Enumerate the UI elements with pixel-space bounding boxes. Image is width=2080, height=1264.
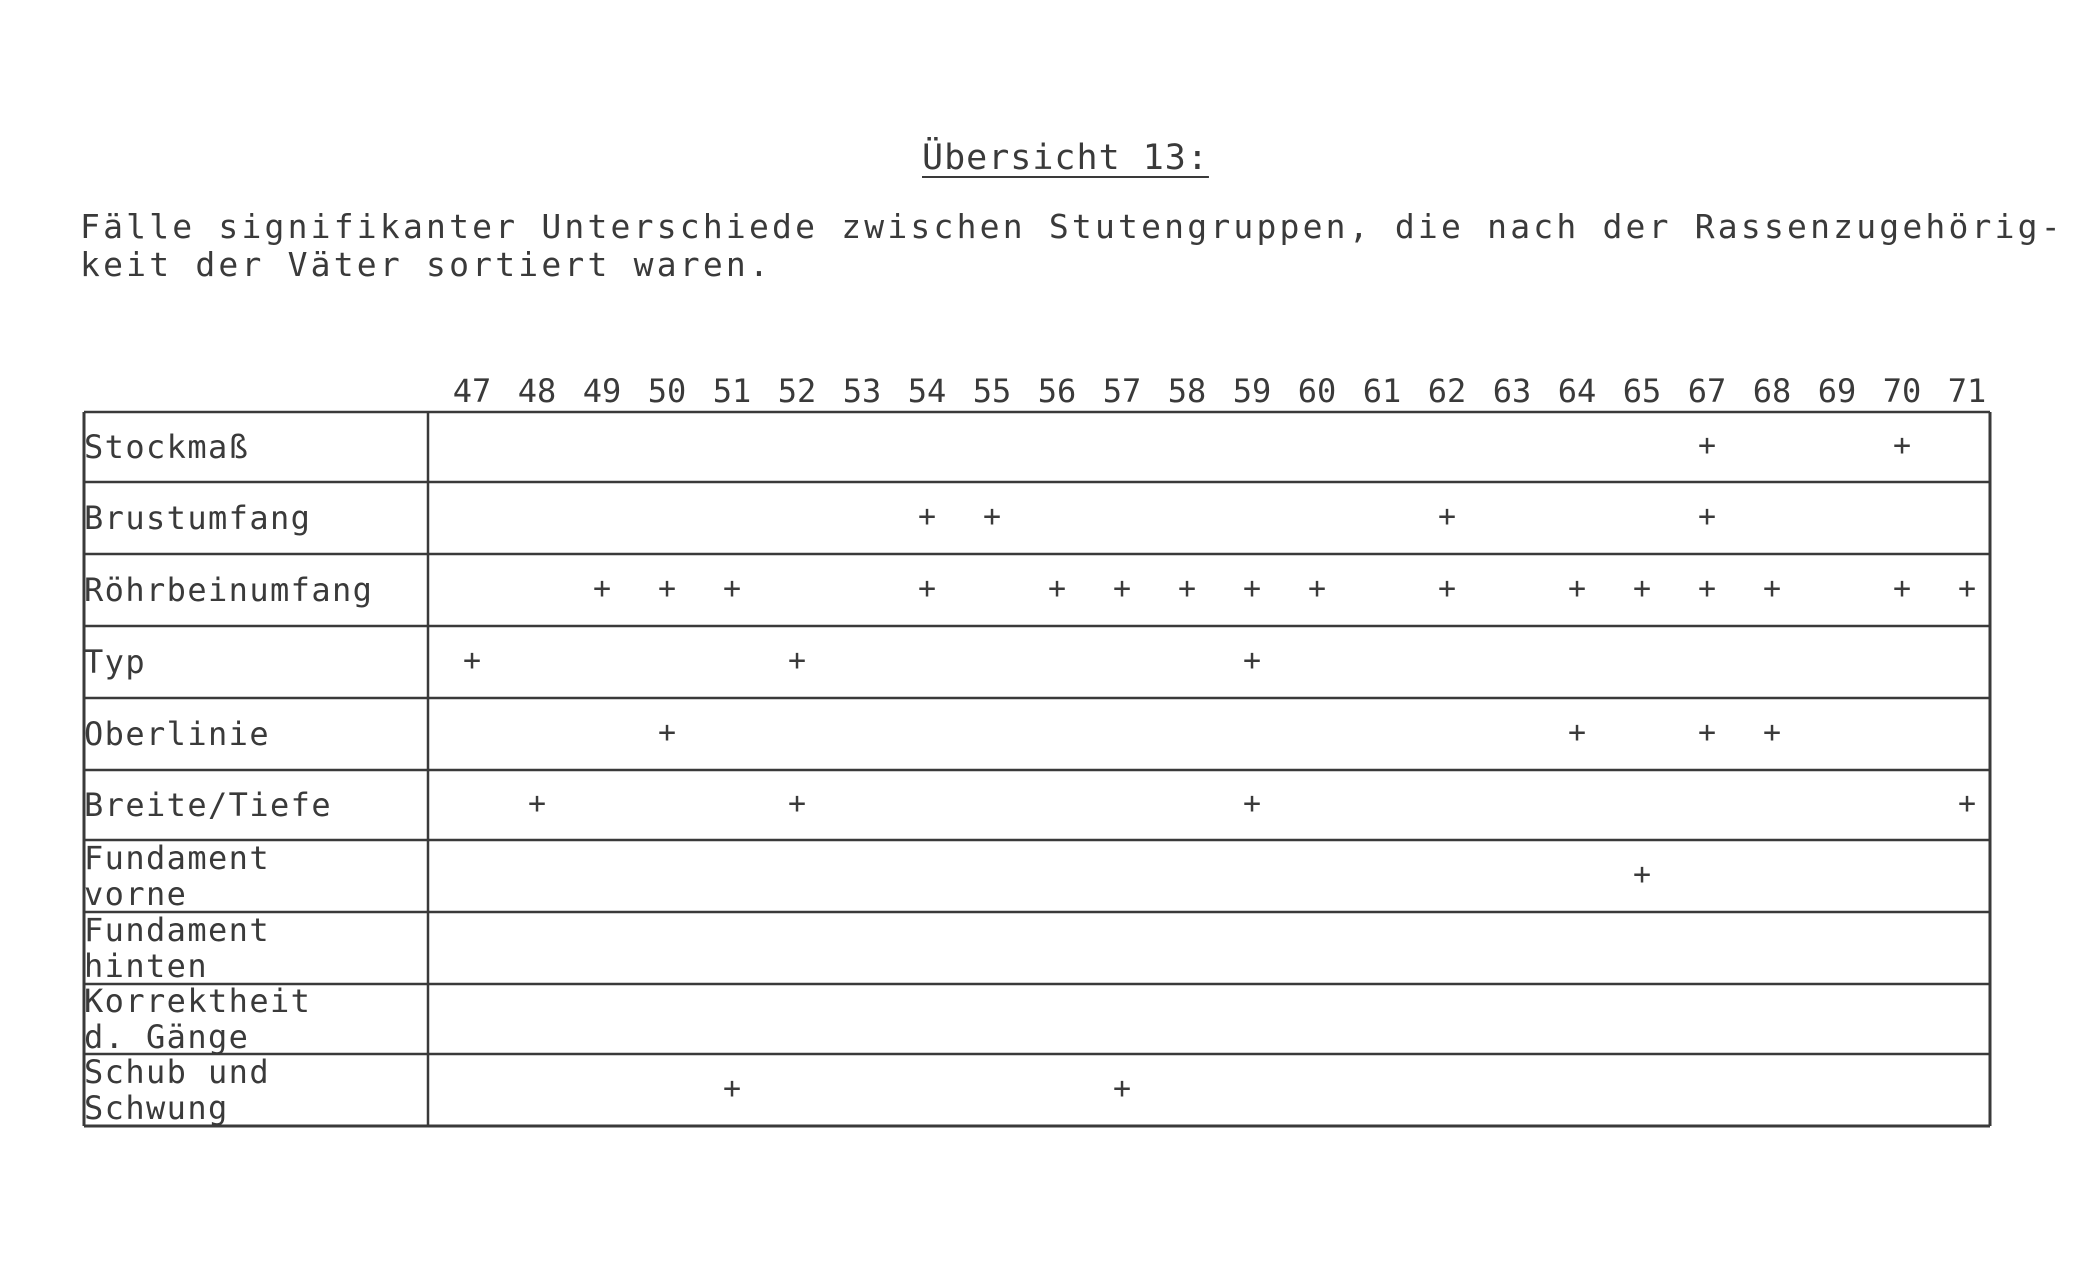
significance-mark-68: + xyxy=(1762,571,1782,606)
significance-mark-56: + xyxy=(1047,571,1067,606)
row-label: Oberlinie xyxy=(84,715,270,753)
significance-mark-54: + xyxy=(917,499,937,534)
row-label: Breite/Tiefe xyxy=(84,786,332,824)
caption-line: keit der Väter sortiert waren. xyxy=(80,245,773,284)
significance-mark-57: + xyxy=(1112,571,1132,606)
row-label: Fundament vorne xyxy=(84,839,270,913)
column-header-65: 65 xyxy=(1622,372,1662,410)
significance-mark-58: + xyxy=(1177,571,1197,606)
column-header-56: 56 xyxy=(1037,372,1077,410)
column-header-50: 50 xyxy=(647,372,687,410)
column-header-51: 51 xyxy=(712,372,752,410)
significance-mark-47: + xyxy=(462,643,482,678)
row-label: Röhrbeinumfang xyxy=(84,571,374,609)
significance-mark-51: + xyxy=(722,1071,742,1106)
significance-mark-57: + xyxy=(1112,1071,1132,1106)
column-header-52: 52 xyxy=(777,372,817,410)
significance-mark-50: + xyxy=(657,715,677,750)
column-header-55: 55 xyxy=(972,372,1012,410)
column-header-69: 69 xyxy=(1817,372,1857,410)
column-header-64: 64 xyxy=(1557,372,1597,410)
row-label: Korrektheit d. Gänge xyxy=(84,982,312,1056)
significance-mark-67: + xyxy=(1697,499,1717,534)
significance-mark-59: + xyxy=(1242,786,1262,821)
row-label: Typ xyxy=(84,643,146,681)
significance-mark-70: + xyxy=(1892,428,1912,463)
column-header-57: 57 xyxy=(1102,372,1142,410)
significance-mark-64: + xyxy=(1567,715,1587,750)
column-header-67: 67 xyxy=(1687,372,1727,410)
column-header-48: 48 xyxy=(517,372,557,410)
column-header-58: 58 xyxy=(1167,372,1207,410)
significance-mark-65: + xyxy=(1632,571,1652,606)
column-header-70: 70 xyxy=(1882,372,1922,410)
row-label: Fundament hinten xyxy=(84,911,270,985)
column-header-54: 54 xyxy=(907,372,947,410)
column-header-71: 71 xyxy=(1947,372,1987,410)
document-title: Übersicht 13: xyxy=(922,138,1209,178)
row-label: Schub und Schwung xyxy=(84,1053,270,1127)
significance-mark-52: + xyxy=(787,643,807,678)
significance-mark-67: + xyxy=(1697,571,1717,606)
column-header-63: 63 xyxy=(1492,372,1532,410)
significance-mark-60: + xyxy=(1307,571,1327,606)
significance-mark-59: + xyxy=(1242,571,1262,606)
column-header-53: 53 xyxy=(842,372,882,410)
significance-mark-71: + xyxy=(1957,786,1977,821)
column-header-49: 49 xyxy=(582,372,622,410)
column-header-61: 61 xyxy=(1362,372,1402,410)
significance-mark-65: + xyxy=(1632,857,1652,892)
significance-mark-50: + xyxy=(657,571,677,606)
column-header-62: 62 xyxy=(1427,372,1467,410)
column-header-47: 47 xyxy=(452,372,492,410)
significance-mark-52: + xyxy=(787,786,807,821)
significance-mark-67: + xyxy=(1697,428,1717,463)
significance-mark-70: + xyxy=(1892,571,1912,606)
significance-mark-62: + xyxy=(1437,499,1457,534)
significance-mark-54: + xyxy=(917,571,937,606)
row-label: Brustumfang xyxy=(84,499,312,537)
significance-mark-59: + xyxy=(1242,643,1262,678)
significance-mark-55: + xyxy=(982,499,1002,534)
caption-line: Fälle signifikanter Unterschiede zwischen Stutengruppen, die nach der Rassenzugehörig- xyxy=(80,207,2064,246)
significance-mark-68: + xyxy=(1762,715,1782,750)
significance-mark-71: + xyxy=(1957,571,1977,606)
significance-mark-51: + xyxy=(722,571,742,606)
significance-mark-49: + xyxy=(592,571,612,606)
column-header-68: 68 xyxy=(1752,372,1792,410)
significance-mark-67: + xyxy=(1697,715,1717,750)
column-header-59: 59 xyxy=(1232,372,1272,410)
column-header-60: 60 xyxy=(1297,372,1337,410)
significance-mark-48: + xyxy=(527,786,547,821)
significance-mark-62: + xyxy=(1437,571,1457,606)
row-label: Stockmaß xyxy=(84,428,250,466)
significance-mark-64: + xyxy=(1567,571,1587,606)
